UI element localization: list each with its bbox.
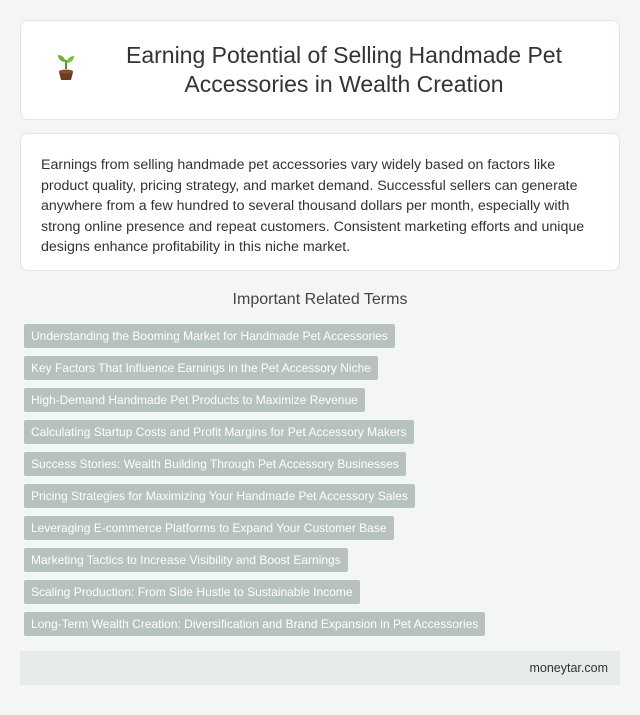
- related-term-tag[interactable]: Scaling Production: From Side Hustle to Sustainable Income: [24, 580, 360, 604]
- sprout-icon: [51, 52, 81, 82]
- related-term-tag[interactable]: Key Factors That Influence Earnings in the Pet Accessory Niche: [24, 356, 378, 380]
- related-term-tag[interactable]: Leveraging E-commerce Platforms to Expand Your Customer Base: [24, 516, 394, 540]
- related-term-tag[interactable]: Understanding the Booming Market for Handmade Pet Accessories: [24, 324, 395, 348]
- description-text: Earnings from selling handmade pet accessories vary widely based on factors like product quality, pricing strategy, and market demand. Successful sellers can generate anywhere from a few hundred to several thousand dollars per month, especially with strong online presence and repeat customers. Consistent marketing efforts and unique designs enhance profitability in this niche market.: [41, 157, 585, 255]
- related-term-tag[interactable]: High-Demand Handmade Pet Products to Maximize Revenue: [24, 388, 365, 412]
- description-card: [20, 133, 620, 271]
- related-terms-list: [24, 324, 620, 644]
- related-term-tag[interactable]: Success Stories: Wealth Building Through Pet Accessory Businesses: [24, 452, 406, 476]
- related-term-tag[interactable]: Marketing Tactics to Increase Visibility and Boost Earnings: [24, 548, 348, 572]
- related-term-tag[interactable]: Calculating Startup Costs and Profit Margins for Pet Accessory Makers: [24, 420, 414, 444]
- page-title: Earning Potential of Selling Handmade Pet Accessories in Wealth Creation: [125, 42, 562, 97]
- related-term-tag[interactable]: Pricing Strategies for Maximizing Your Handmade Pet Accessory Sales: [24, 484, 415, 508]
- footer: [20, 651, 620, 685]
- related-term-tag[interactable]: Long-Term Wealth Creation: Diversification and Brand Expansion in Pet Accessories: [24, 612, 485, 636]
- footer-site-link[interactable]: moneytar.com: [529, 661, 608, 675]
- title-card: [20, 20, 620, 120]
- title-wrap: [21, 21, 619, 119]
- related-terms-heading: Important Related Terms: [232, 291, 408, 308]
